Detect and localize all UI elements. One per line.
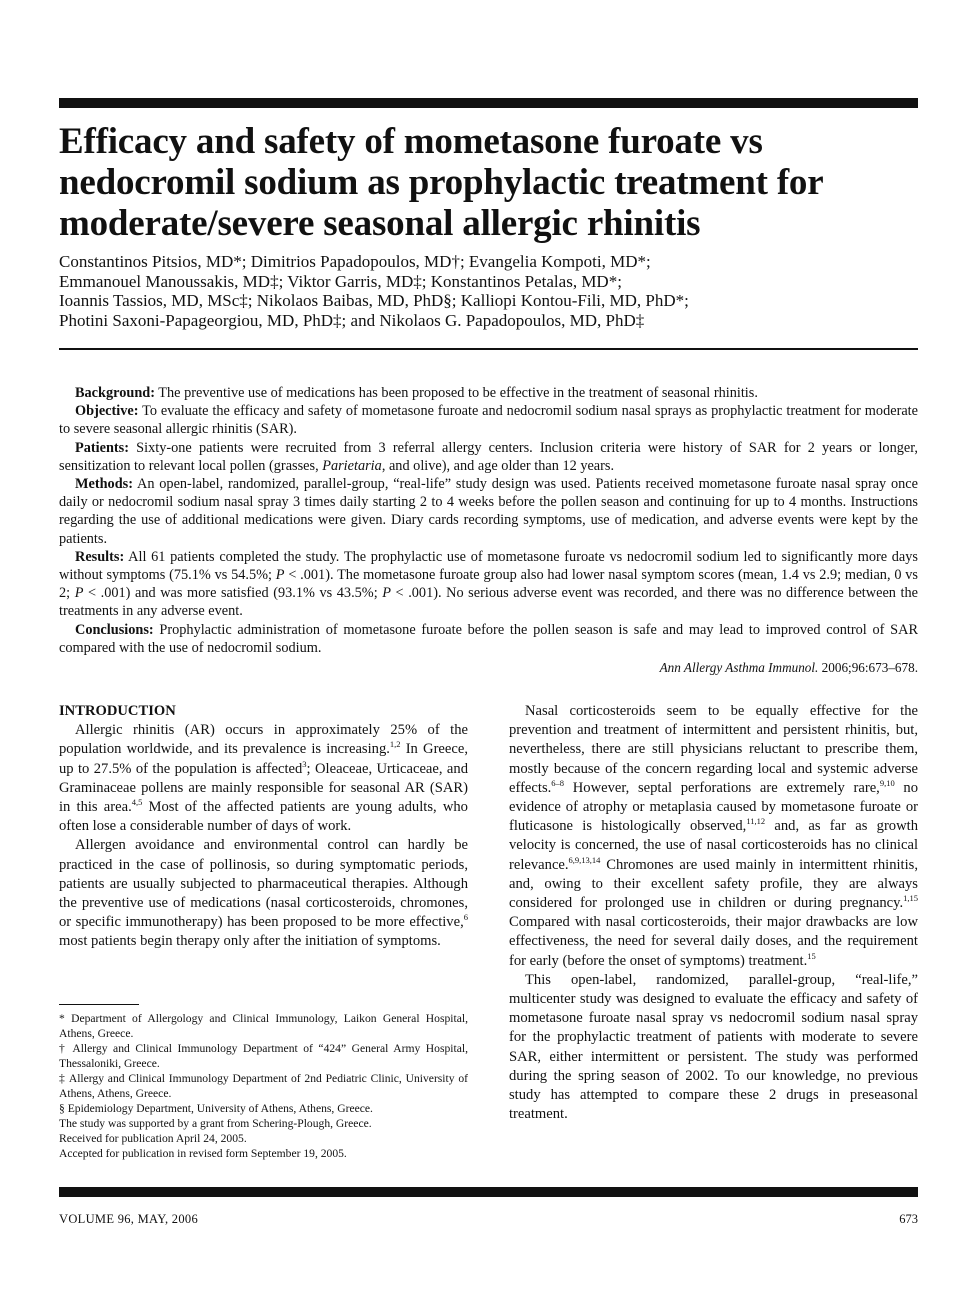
footnote: * Department of Allergology and Clinical Immunology, Laikon General Hospital, Athens, Greece.: [59, 1012, 468, 1040]
footnote: The study was supported by a grant from Schering-Plough, Greece.: [59, 1117, 372, 1130]
section-heading: INTRODUCTION: [59, 703, 176, 719]
footnote: Accepted for publication in revised form September 19, 2005.: [59, 1147, 347, 1160]
abstract-patients: Patients: Sixty-one patients were recruited from 3 referral allergy centers. Inclusion criteria were history of SAR for 2 years or longer, sensitization to relevant local pollen (grasses, Parietaria, and olive), and age older than 12 years.: [59, 439, 918, 474]
intro-paragraph-4: This open-label, randomized, parallel-group, “real-life,” multicenter study was designed to evaluate the efficacy and safety of mometasone furoate nasal spray vs nedocromil sodium nasal spray for the prophylactic treatment of patients with moderate to severe SAR, either intermittent or persistent. The study was performed during the spring season of 2002. To our knowledge, no previous study has attempted to compare these 2 drugs in preseasonal treatment.: [509, 971, 918, 1123]
footnote: ‡ Allergy and Clinical Immunology Department of 2nd Pediatric Clinic, University of Athens, Athens, Greece.: [59, 1072, 468, 1100]
right-column: [509, 702, 918, 1124]
left-column: [59, 702, 468, 952]
bottom-rule: [59, 1187, 918, 1197]
abstract: [59, 384, 918, 677]
abstract-conclusions: Conclusions: Prophylactic administration of mometasone furoate before the pollen season is safe and may lead to improved control of SAR compared with the use of nedocromil sodium.: [59, 621, 918, 656]
journal-page: [59, 0, 918, 1305]
footnote: Received for publication April 24, 2005.: [59, 1132, 247, 1145]
author-line: Photini Saxoni-Papageorgiou, MD, PhD‡; and Nikolaos G. Papadopoulos, MD, PhD‡: [59, 310, 645, 330]
citation: Ann Allergy Asthma Immunol. 2006;96:673–678.: [659, 660, 918, 676]
top-rule: [59, 98, 918, 108]
intro-paragraph-2: Allergen avoidance and environmental control can hardly be practiced in the case of pollinosis, so during symptomatic periods, patients are usually subjected to pharmaceutical therapies. Although the preventive use of medications (nasal corticosteroids, chromones, or specific immunotherapy) has been proposed to be more effective,$^6$ most patients begin therapy only after the initiation of symptoms.: [59, 837, 468, 950]
footnotes: [59, 1011, 468, 1161]
header-divider: [59, 348, 918, 350]
page-number: 673: [899, 1212, 918, 1226]
abstract-results: Results: All 61 patients completed the study. The prophylactic use of mometasone furoate vs nedocromil sodium led to significantly more days without symptoms (75.1% vs 54.5%; P < .001). The mometasone furoate group also had lower nasal symptom scores (mean, 1.4 vs 2.9; median, 0 vs 2; P < .001) and was more satisfied (93.1% vs 43.5%; P < .001). No serious adverse event was recorded, and there was no difference between the treatments in any adverse event.: [59, 548, 918, 620]
volume-info: VOLUME 96, MAY, 2006: [59, 1212, 199, 1226]
intro-paragraph-1: Allergic rhinitis (AR) occurs in approximately 25% of the population worldwide, and its prevalence is increasing.$^{1,2}$ In Greece, up to 27.5% of the population is affected$^3$; Oleaceae, Urticaceae, and Graminaceae pollens are mainly responsible for seasonal AR (SAR) in this area.$^{4,5}$ Most of the affected patients are young adults, who often lose a considerable number of days of work.: [59, 722, 468, 835]
abstract-objective: Objective: To evaluate the efficacy and safety of mometasone furoate and nedocromil sodium nasal sprays as prophylactic treatment for moderate to severe seasonal allergic rhinitis (SAR).: [59, 403, 918, 438]
author-line: Ioannis Tassios, MD, MSc‡; Nikolaos Baibas, MD, PhD§; Kalliopi Kontou-Fili, MD, PhD*;: [59, 291, 689, 311]
footnote: † Allergy and Clinical Immunology Department of “424” General Army Hospital, Thessaloniki, Greece.: [59, 1042, 468, 1070]
intro-paragraph-3: Nasal corticosteroids seem to be equally effective for the prevention and treatment of intermittent and persistent rhinitis, but, nevertheless, there are still physicians reluctant to prescribe them, mostly because of the concern regarding local and systemic adverse effects.$^{6-8}$ However, septal perforations are extremely rare,$^{9,10}$ no evidence of atrophy or metaplasia caused by mometasone furoate or fluticasone is histologically observed,$^{11,12}$ and, as far as growth velocity is concerned, the use of nasal corticosteroids has no clinical relevance.$^{6,9,13,14}$ Chromones are used mainly in intermittent rhinitis, and, owing to their excellent safety profile, they are always considered for prolonged use in children or during pregnancy.$^{1,15}$ Compared with nasal corticosteroids, their major drawbacks are low effectiveness, the need for several daily doses, and the requirement for early (before the onset of symptoms) treatment.$^{15}$: [509, 703, 918, 969]
abstract-methods: Methods: An open-label, randomized, parallel-group, “real-life” study design was used. Patients received mometasone furoate nasal spray once daily or nedocromil sodium nasal spray 3 times daily starting 2 to 4 weeks before the pollen season and continuing for up to 4 months. Instructions regarding the use of additional medications were given. Diary cards recording symptoms, use of medication, and adverse events were kept by the patients.: [59, 476, 918, 547]
abstract-background: Background: The preventive use of medications has been proposed to be effective in the treatment of seasonal rhinitis.: [75, 385, 758, 401]
article-title: Efficacy and safety of mometasone furoate vs nedocromil sodium as prophylactic treatment for moderate/severe seasonal allergic rhinitis: [59, 121, 823, 244]
footnote-rule: [59, 1004, 139, 1005]
footnote: § Epidemiology Department, University of Athens, Athens, Greece.: [59, 1102, 373, 1115]
author-line: Constantinos Pitsios, MD*; Dimitrios Papadopoulos, MD†; Evangelia Kompoti, MD*;: [59, 252, 651, 271]
author-list: [59, 252, 918, 330]
author-line: Emmanouel Manoussakis, MD‡; Viktor Garris, MD‡; Konstantinos Petalas, MD*;: [59, 271, 622, 291]
